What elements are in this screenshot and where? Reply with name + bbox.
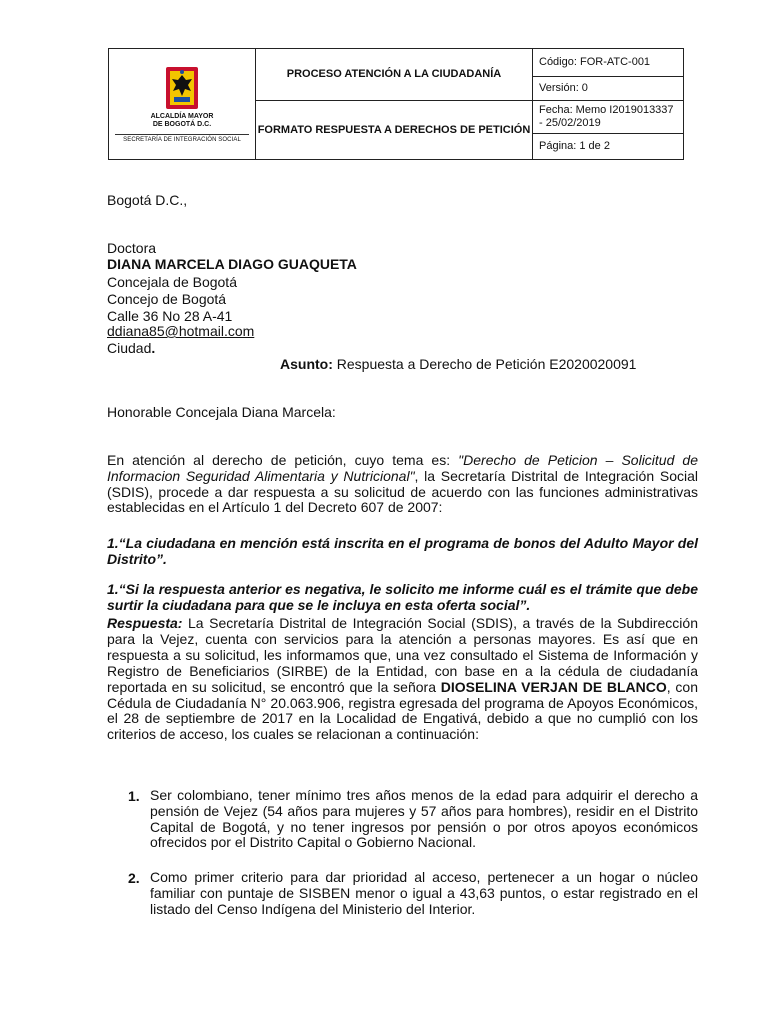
subject-line: [280, 356, 636, 372]
response-name: DIOSELINA VERJAN DE BLANCO: [440, 678, 667, 695]
intro-topic: "Derecho de Peticion – Solicitud de Informacion Seguridad Alimentaria y Nutricional": [107, 452, 699, 484]
city-text: Ciudad: [107, 340, 152, 356]
response-label: Respuesta:: [107, 615, 183, 631]
logo-line-3: SECRETARÍA DE INTEGRACIÓN SOCIAL: [115, 134, 249, 143]
process-title: PROCESO ATENCIÓN A LA CIUDADANÍA: [256, 49, 533, 101]
date-line-1: Fecha: Memo I2019013337: [539, 104, 674, 117]
criteria-number-2: 2.: [128, 870, 140, 886]
date-cell: [533, 101, 684, 133]
response-paragraph: [107, 616, 698, 743]
city-date: Bogotá D.C.,: [107, 192, 188, 208]
intro-text-1: En atención al derecho de petición, cuyo tema es:: [107, 452, 459, 468]
format-title: FORMATO RESPUESTA A DERECHOS DE PETICIÓN: [256, 101, 533, 160]
recipient-city: [107, 340, 155, 356]
intro-paragraph: [107, 453, 698, 516]
logo-line-1: ALCALDÍA MAYOR: [150, 112, 214, 120]
logo-line-2: DE BOGOTÁ D.C.: [152, 120, 212, 128]
recipient-name: DIANA MARCELA DIAGO GUAQUETA: [107, 256, 357, 272]
recipient-email-link[interactable]: ddiana85@hotmail.com: [107, 323, 255, 339]
salutation-title: Doctora: [107, 240, 157, 256]
response-text-2: , con Cédula de Ciudadanía N° 20.063.906, registra egresada del programa de Apoyos Económicos, el 28 de septiembre de 2017 en la Localidad de Engativá, debido a que no cumplió con los criterios de acceso, los cuales se relacionan a continuación:: [107, 678, 698, 743]
subject-text: Respuesta a Derecho de Petición E2020020091: [332, 356, 637, 372]
intro-text-2: , la Secretaría Distrital de Integración Social (SDIS), procede a dar respuesta a su solicitud de acuerdo con las funciones administrativas establecidas en el Artículo 1 del Decreto 607 de 2007:: [107, 467, 698, 516]
criteria-number-1: 1.: [128, 788, 140, 804]
recipient-org: Concejo de Bogotá: [107, 291, 227, 307]
bogota-coat-of-arms-icon: [165, 66, 199, 110]
question-2: 1.“Si la respuesta anterior es negativa, le solicito me informe cuál es el trámite que debe surtir la ciudadana para que se le incluya en esta oferta social”.: [107, 581, 698, 613]
response-text-1: La Secretaría Distrital de Integración Social (SDIS), a través de la Subdirección para la Vejez, cuenta con servicios para la atención a personas mayores. Es así que en respuesta a su solicitud, les informamos que, una vez consultado el Sistema de Información y Registro de Beneficiarios (SIRBE) de la Entidad, con base en a la cédula de ciudadanía reportada en su solicitud, se encontró que la señora: [107, 615, 698, 695]
greeting: Honorable Concejala Diana Marcela:: [107, 404, 336, 420]
date-line-2: - 25/02/2019: [539, 117, 601, 130]
city-dot: .: [151, 340, 156, 356]
version-cell: Versión: 0: [533, 77, 684, 101]
document-header-table: [108, 48, 684, 160]
criteria-text-1: Ser colombiano, tener mínimo tres años menos de la edad para adquirir el derecho a pensión de Vejez (54 años para mujeres y 57 años para hombres), residir en el Distrito Capital de Bogotá, y no tener ingresos por pensión o por otros apoyos económicos ofrecidos por el Distrito Capital o Gobierno Nacional.: [150, 787, 698, 851]
logo-cell: [109, 49, 256, 160]
page-cell: Página: 1 de 2: [533, 133, 684, 159]
criteria-text-2: Como primer criterio para dar prioridad al acceso, pertenecer a un hogar o núcleo familiar con puntaje de SISBEN menor o igual a 43,63 puntos, o estar registrado en el listado del Censo Indígena del Ministerio del Interior.: [150, 869, 698, 917]
question-1: 1.“La ciudadana en mención está inscrita en el programa de bonos del Adulto Mayor del Distrito”.: [107, 535, 698, 567]
subject-label: Asunto:: [280, 356, 333, 372]
recipient-address: Calle 36 No 28 A-41: [107, 308, 233, 324]
bogota-logo: [109, 66, 255, 143]
code-cell: Código: FOR-ATC-001: [533, 49, 684, 77]
recipient-role: Concejala de Bogotá: [107, 274, 237, 290]
